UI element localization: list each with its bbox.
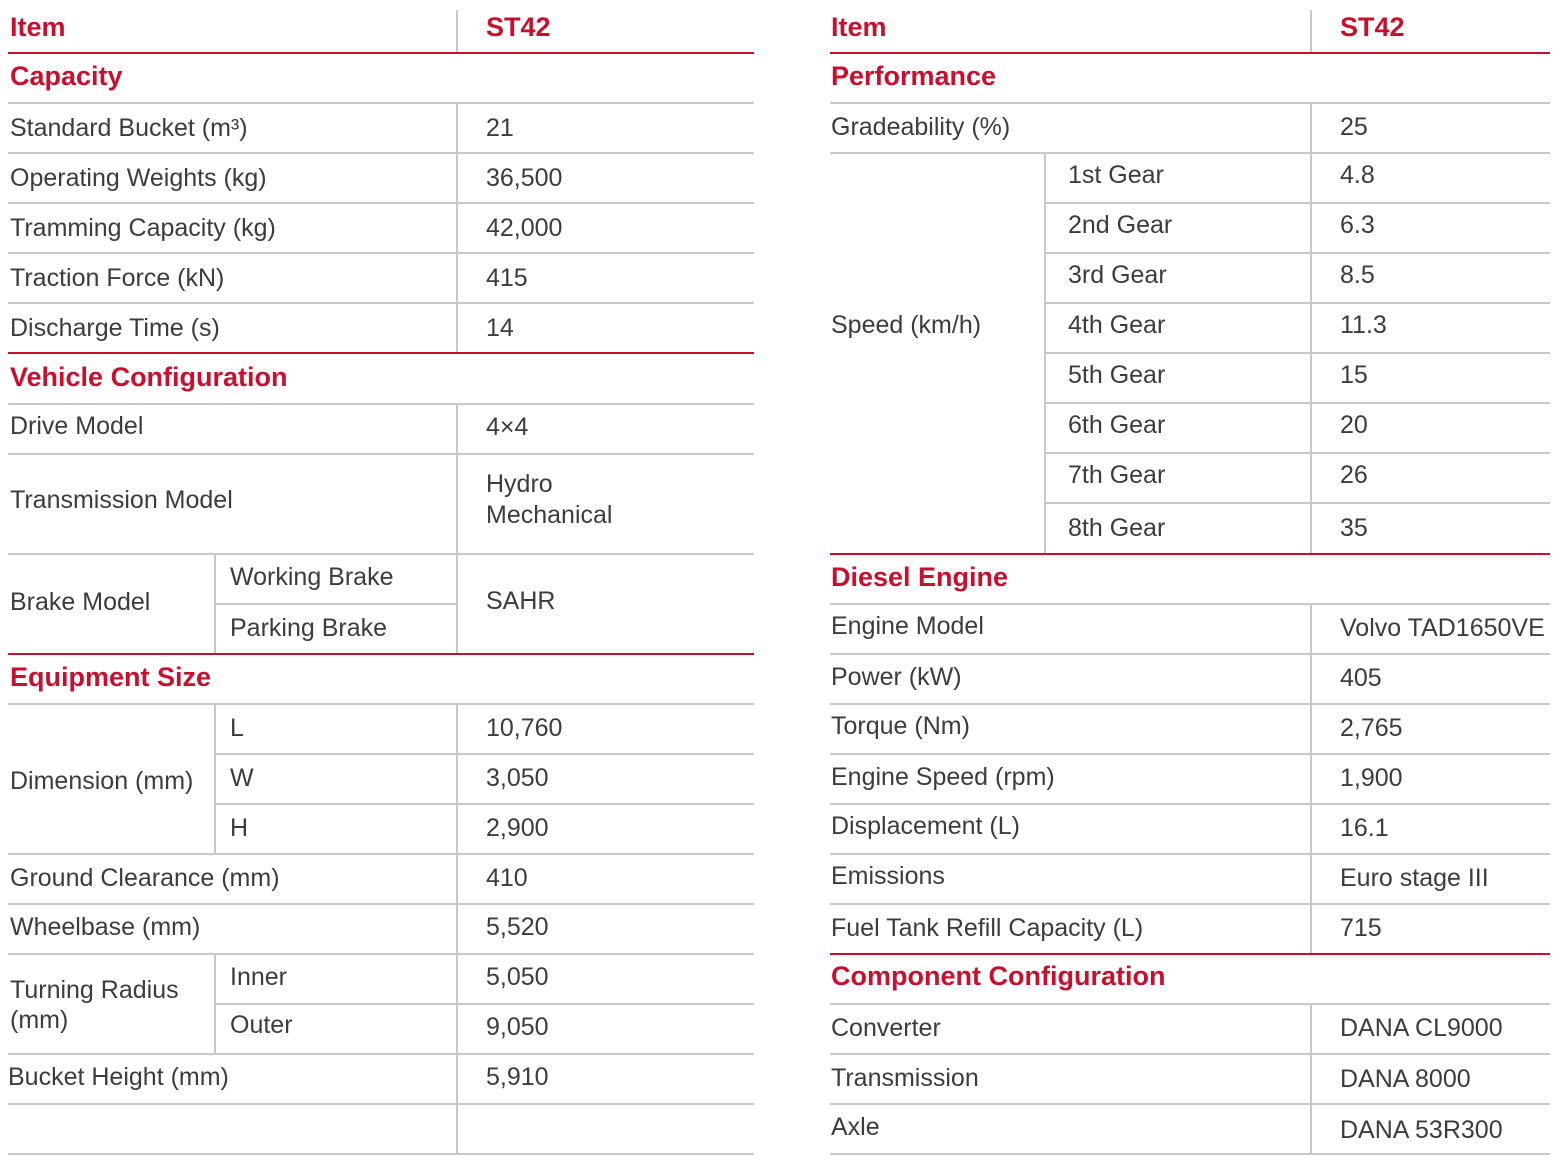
divider: [214, 753, 754, 755]
spec-label: Discharge Time (s): [10, 314, 220, 342]
divider: [8, 553, 754, 555]
divider: [214, 803, 754, 805]
spec-value: 25: [1340, 113, 1368, 141]
divider: [1310, 1003, 1312, 1155]
spec-value: 20: [1340, 411, 1368, 439]
spec-label: Bucket Height (mm): [8, 1063, 229, 1091]
spec-label: (mm): [10, 1006, 69, 1034]
divider: [1044, 502, 1550, 504]
divider: [1044, 352, 1550, 354]
spec-value: 8.5: [1340, 261, 1375, 289]
divider: [8, 1153, 754, 1155]
divider: [8, 653, 754, 655]
divider: [8, 52, 754, 54]
spec-label: Engine Speed (rpm): [831, 763, 1055, 791]
spec-value: 2,765: [1340, 714, 1403, 742]
divider: [8, 252, 754, 254]
section-title-vehicle: Vehicle Configuration: [10, 362, 288, 392]
divider: [1044, 302, 1550, 304]
divider: [830, 603, 1550, 605]
gear-label: 8th Gear: [1068, 514, 1166, 542]
divider: [8, 102, 754, 104]
spec-label: Power (kW): [831, 663, 962, 691]
divider: [1310, 10, 1312, 54]
spec-sublabel: L: [230, 714, 244, 742]
spec-value: 9,050: [486, 1013, 549, 1041]
left-header-model: ST42: [486, 12, 551, 42]
divider: [8, 853, 754, 855]
spec-value: 4×4: [486, 413, 529, 441]
divider: [1044, 452, 1550, 454]
spec-label: Speed (km/h): [831, 311, 982, 339]
section-title-capacity: Capacity: [10, 61, 123, 91]
spec-value: Hydro: [486, 470, 553, 498]
spec-value: 6.3: [1340, 211, 1375, 239]
divider: [830, 1153, 1550, 1155]
divider: [830, 953, 1550, 955]
divider: [456, 10, 458, 54]
divider: [456, 703, 458, 1155]
divider: [830, 703, 1550, 705]
spec-label: Drive Model: [10, 412, 144, 440]
spec-value: 26: [1340, 461, 1368, 489]
divider: [456, 403, 458, 655]
divider: [830, 653, 1550, 655]
spec-value: 35: [1340, 514, 1368, 542]
right-header-item: Item: [831, 12, 887, 42]
gear-label: 5th Gear: [1068, 361, 1166, 389]
spec-label: Standard Bucket (m³): [10, 114, 248, 142]
spec-label: Displacement (L): [831, 812, 1020, 840]
spec-value: 5,520: [486, 913, 549, 941]
spec-value: 410: [486, 864, 528, 892]
divider: [456, 102, 458, 354]
section-title-equipment: Equipment Size: [10, 662, 212, 692]
divider: [8, 903, 754, 905]
gear-label: 6th Gear: [1068, 411, 1166, 439]
divider: [830, 1053, 1550, 1055]
gear-label: 2nd Gear: [1068, 211, 1173, 239]
spec-value: 3,050: [486, 764, 549, 792]
spec-label: Transmission: [831, 1064, 979, 1092]
divider: [830, 1103, 1550, 1105]
spec-label: Axle: [831, 1113, 880, 1141]
section-title-engine: Diesel Engine: [831, 562, 1009, 592]
divider: [830, 553, 1550, 555]
spec-value: 2,900: [486, 814, 549, 842]
gear-label: 7th Gear: [1068, 461, 1166, 489]
section-title-component: Component Configuration: [831, 961, 1166, 991]
divider: [8, 1103, 754, 1105]
divider: [1044, 252, 1550, 254]
spec-value: 4.8: [1340, 161, 1375, 189]
spec-label: Turning Radius: [10, 976, 179, 1004]
spec-sublabel: Outer: [230, 1011, 293, 1039]
divider: [8, 453, 754, 455]
gear-label: 3rd Gear: [1068, 261, 1167, 289]
spec-label: Transmission Model: [10, 486, 233, 514]
divider: [830, 102, 1550, 104]
divider: [8, 352, 754, 354]
spec-value: 5,050: [486, 963, 549, 991]
spec-value: 415: [486, 264, 528, 292]
spec-value: 715: [1340, 914, 1382, 942]
divider: [830, 52, 1550, 54]
spec-label: Operating Weights (kg): [10, 164, 267, 192]
divider: [1310, 102, 1312, 554]
spec-label: Torque (Nm): [831, 712, 970, 740]
left-header-item: Item: [10, 12, 66, 42]
divider: [8, 953, 754, 955]
spec-value: DANA CL9000: [1340, 1014, 1503, 1042]
spec-value: 15: [1340, 361, 1368, 389]
divider: [830, 903, 1550, 905]
spec-value: 1,900: [1340, 764, 1403, 792]
divider: [830, 152, 1550, 154]
spec-value: DANA 8000: [1340, 1065, 1471, 1093]
spec-sublabel: Inner: [230, 963, 287, 991]
spec-label: Emissions: [831, 862, 945, 890]
divider: [8, 403, 754, 405]
divider: [830, 753, 1550, 755]
divider: [1044, 202, 1550, 204]
spec-value: 11.3: [1340, 311, 1387, 339]
spec-label: Traction Force (kN): [10, 264, 225, 292]
spec-value: 42,000: [486, 214, 563, 242]
divider: [1044, 402, 1550, 404]
spec-label: Engine Model: [831, 612, 984, 640]
divider: [8, 152, 754, 154]
divider: [8, 302, 754, 304]
divider: [214, 703, 216, 853]
spec-label: Dimension (mm): [10, 767, 194, 795]
spec-value: 10,760: [486, 714, 563, 742]
spec-value: 36,500: [486, 164, 563, 192]
spec-label: Gradeability (%): [831, 113, 1011, 141]
right-header-model: ST42: [1340, 12, 1405, 42]
spec-value: Euro stage III: [1340, 864, 1489, 892]
spec-label: Ground Clearance (mm): [10, 864, 280, 892]
divider: [830, 803, 1550, 805]
spec-value: Mechanical: [486, 501, 613, 529]
spec-label: Fuel Tank Refill Capacity (L): [831, 914, 1144, 942]
spec-label: Tramming Capacity (kg): [10, 214, 276, 242]
divider: [214, 603, 456, 605]
spec-value: 405: [1340, 664, 1382, 692]
divider: [830, 1003, 1550, 1005]
spec-sublabel: W: [230, 764, 254, 792]
divider: [8, 703, 754, 705]
spec-label: Converter: [831, 1014, 941, 1042]
spec-sublabel: Working Brake: [230, 563, 394, 591]
spec-value: 5,910: [486, 1063, 549, 1091]
spec-value: 21: [486, 114, 514, 142]
divider: [830, 853, 1550, 855]
spec-label: Brake Model: [10, 588, 151, 616]
gear-label: 4th Gear: [1068, 311, 1166, 339]
spec-value: SAHR: [486, 587, 556, 615]
divider: [8, 1053, 754, 1055]
gear-label: 1st Gear: [1068, 161, 1164, 189]
divider: [1310, 603, 1312, 953]
spec-label: Wheelbase (mm): [10, 913, 201, 941]
spec-sublabel: Parking Brake: [230, 614, 388, 642]
spec-sublabel: H: [230, 814, 249, 842]
section-title-performance: Performance: [831, 61, 997, 91]
spec-value: 16.1: [1340, 814, 1389, 842]
spec-value: Volvo TAD1650VE: [1340, 614, 1545, 642]
spec-value: 14: [486, 314, 514, 342]
divider: [214, 1003, 754, 1005]
spec-value: DANA 53R300: [1340, 1116, 1503, 1144]
divider: [8, 202, 754, 204]
